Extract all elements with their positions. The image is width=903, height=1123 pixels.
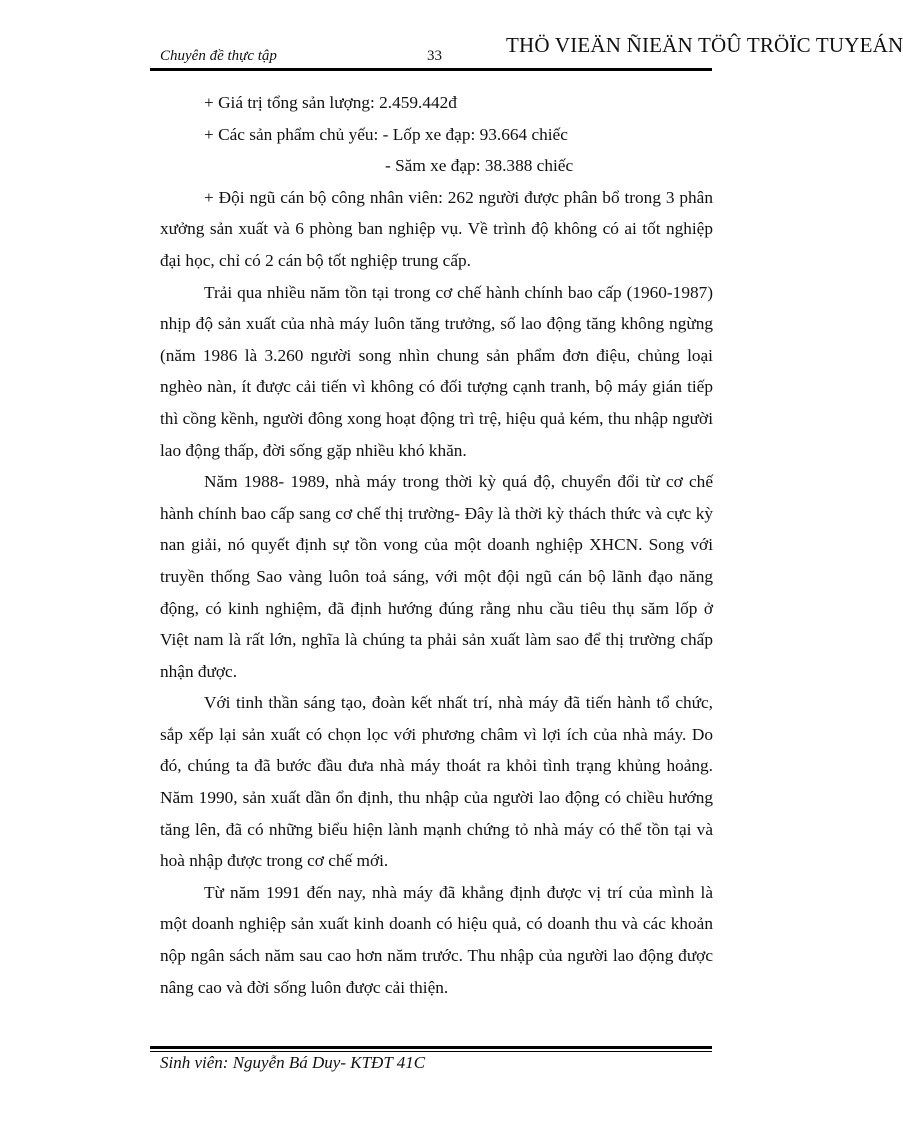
bullet-main-products-tubes: - Săm xe đạp: 38.388 chiếc bbox=[385, 156, 574, 176]
footer-author: Sinh viên: Nguyễn Bá Duy- KTĐT 41C bbox=[160, 1053, 426, 1072]
document-body bbox=[160, 87, 713, 1003]
paragraph-transition: Năm 1988- 1989, nhà máy trong thời kỳ quá độ, chuyển đổi từ cơ chế hành chính bao cấp sang cơ chế thị trường- Đây là thời kỳ thách thức và cực kỳ nan giải, nó quyết định sự tồn vong của một doanh nghiệp XHCN. Song với truyền thống Sao vàng luôn toả sáng, với một đội ngũ cán bộ lãnh đạo năng động, có kinh nghiệm, đã định hướng đúng rằng nhu cầu tiêu thụ săm lốp ở Việt nam là rất lớn, nghĩa là chúng ta phải sản xuất làm sao để thị trường chấp nhận được. bbox=[160, 472, 713, 681]
footer-divider-thick bbox=[150, 1046, 712, 1049]
header-divider bbox=[150, 68, 712, 71]
header-library-label: THÖ VIEÄN ÑIEÄN TÖÛ TRÖÏC TUYEÁN bbox=[506, 33, 903, 57]
footer-divider-thin bbox=[150, 1051, 712, 1052]
header-title: Chuyên đề thực tập bbox=[160, 48, 277, 64]
bullet-total-output: + Giá trị tổng sản lượng: 2.459.442đ bbox=[204, 93, 457, 112]
paragraph-reorganization: Với tinh thần sáng tạo, đoàn kết nhất trí, nhà máy đã tiến hành tổ chức, sắp xếp lại sản xuất có chọn lọc với phương châm vì lợi ích của nhà máy. Do đó, chúng ta đã bước đầu đưa nhà máy thoát ra khỏi tình trạng khủng hoảng. Năm 1990, sản xuất dần ổn định, thu nhập của người lao động có chiều hướng tăng lên, đã có những biểu hiện lành mạnh chứng tỏ nhà máy có thể tồn tại và hoà nhập được trong cơ chế mới. bbox=[160, 693, 713, 871]
paragraph-staff: + Đội ngũ cán bộ công nhân viên: 262 người được phân bổ trong 3 phân xưởng sản xuất và 6 phòng ban nghiệp vụ. Về trình độ không có ai tốt nghiệp đại học, chỉ có 2 cán bộ tốt nghiệp trung cấp. bbox=[160, 187, 713, 270]
page-number: 33 bbox=[427, 48, 442, 64]
bullet-main-products: + Các sản phẩm chủ yếu: - Lốp xe đạp: 93.664 chiếc bbox=[204, 124, 568, 144]
paragraph-since-1991: Từ năm 1991 đến nay, nhà máy đã khẳng định được vị trí của mình là một doanh nghiệp sản xuất kinh doanh có hiệu quả, có doanh thu và các khoản nộp ngân sách năm sau cao hơn năm trước. Thu nhập của người lao động được nâng cao và đời sống luôn được cải thiện. bbox=[160, 882, 713, 997]
paragraph-subsidy-era: Trải qua nhiều năm tồn tại trong cơ chế hành chính bao cấp (1960-1987) nhịp độ sản xuất của nhà máy luôn tăng trưởng, số lao động tăng không ngừng (năm 1986 là 3.260 người song nhìn chung sản phẩm đơn điệu, chủng loại nghèo nàn, ít được cải tiến vì không có đối tượng cạnh tranh, bộ máy gián tiếp thì cồng kềnh, người đông xong hoạt động trì trệ, hiệu quả kém, thu nhập người lao động thấp, đời sống gặp nhiều khó khăn. bbox=[160, 282, 713, 460]
